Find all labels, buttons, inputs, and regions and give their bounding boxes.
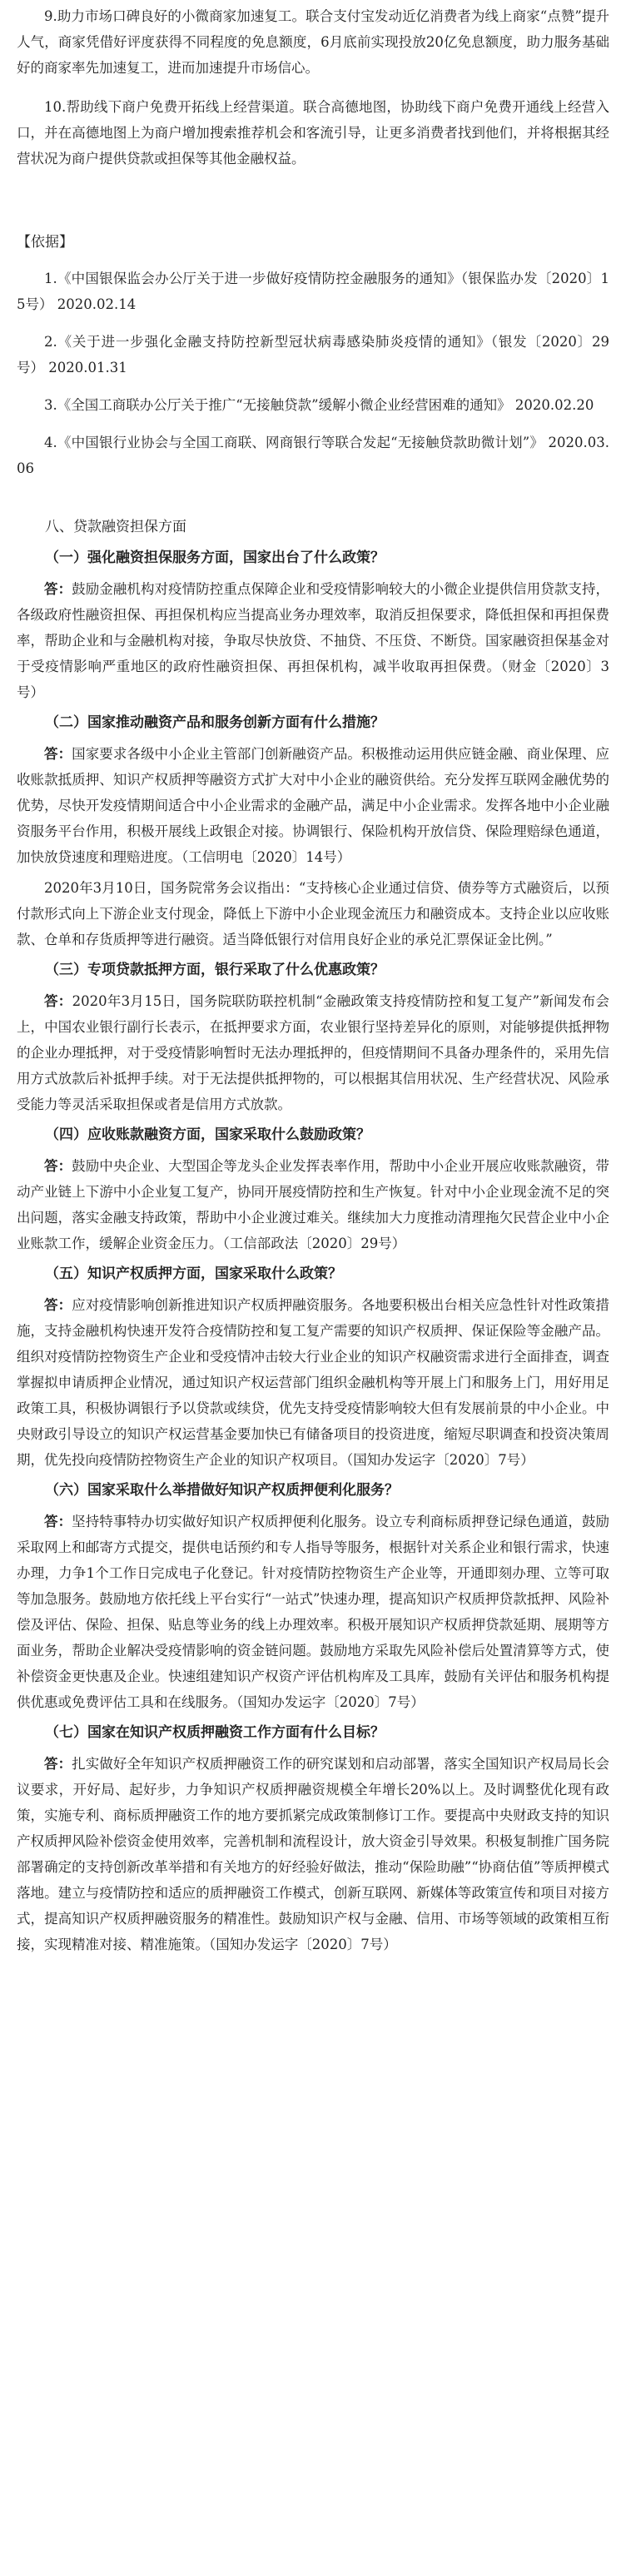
intro-item-10: 10.帮助线下商户免费开拓线上经营渠道。联合高德地图，协助线下商户免费开通线上经营入口，并在高德地图上为商户增加搜索推荐机会和客流引导，让更多消费者找到他们，并将根据其经营状况为商户提供贷款或担保等其他金融权益。 — [17, 99, 609, 167]
question-1: （一）强化融资担保服务方面，国家出台了什么政策？ — [45, 550, 385, 566]
spacer — [17, 185, 609, 230]
basis-item-4: 4.《中国银行业协会与全国工商联、网商银行等联合发起“无接触贷款助微计划”》 2020.03.06 — [17, 435, 609, 476]
answer-text: 鼓励中央企业、大型国企等龙头企业发挥表率作用，帮助中小企业开展应收账款融资，带动产业链上下游中小企业复工复产，协同开展疫情防控和生产恢复。针对中小企业现金流不足的突出问题，落实金融支持政策，帮助中小企业渡过难关。继续加大力度推动清理拖欠民营企业中小企业账款工作，缓解企业资金压力。（工信部政法〔2020〕29号） — [17, 1158, 609, 1251]
answer-text: 鼓励金融机构对疫情防控重点保障企业和受疫情影响较大的小微企业提供信用贷款支持，各级政府性融资担保、再担保机构应当提高业务办理效率，取消反担保要求，降低担保和再担保费率，帮助企业和与金融机构对接，争取尽快放贷、不抽贷、不压贷、不断贷。国家融资担保基金对于受疫情影响严重地区的政府性融资担保、再担保机构，减半收取再担保费。（财金〔2020〕3号） — [17, 581, 609, 700]
question-7: （七）国家在知识产权质押融资工作方面有什么目标？ — [45, 1724, 385, 1741]
question-5: （五）知识产权质押方面，国家采取什么政策？ — [45, 1266, 342, 1282]
answer-text: 坚持特事特办切实做好知识产权质押便利化服务。设立专利商标质押登记绿色通道，鼓励采取网上和邮寄方式提交，提供电话预约和专人指导等服务，根据针对关系企业和银行需求，快速办理，力争1个工作日完成电子化登记。针对疫情防控物资生产企业等，开通即刻办理、立等可取等加急服务。鼓励地方依托线上平台实行“一站式”快速办理，提高知识产权质押贷款抵押、风险补偿及评估、保险、担保、贴息等业务的线上办理效率。积极开展知识产权质押贷款延期、展期等方面业务，帮助企业解决受疫情影响的资金链问题。鼓励地方采取先风险补偿后处置清算等方式，使补偿资金更快惠及企业。快速组建知识产权资产评估机构库及工具库，鼓励有关评估和服务机构提供优惠或免费评估工具和在线服务。（国知办发运字〔2020〕7号） — [17, 1514, 609, 1710]
answer-2-paragraph-2: 2020年3月10日，国务院常务会议指出：“支持核心企业通过信贷、债券等方式融资后，以预付款形式向上下游企业支付现金，降低上下游中小企业现金流压力和融资成本。支持企业以应收账款、仓单和存货质押等进行融资。适当降低银行对信用良好企业的承兑汇票保证金比例。” — [17, 880, 609, 947]
answer-text: 应对疫情影响创新推进知识产权质押融资服务。各地要积极出台相关应急性针对性政策措施，支持金融机构快速开发符合疫情防控和复工复产需要的知识产权质押、保证保险等金融产品。组织对疫情防控物资生产企业和受疫情冲击较大行业企业的知识产权融资需求进行全面排查，调查掌握拟申请质押企业情况，通过知识产权运营部门组织金融机构等开展上门和服务上门，用好用足政策工具，积极协调银行予以贷款或续贷，优先支持受疫情影响较大但有发展前景的中小企业。中央财政引导设立的知识产权运营基金要加快已有储备项目的投资进度，缩短尽职调查和投资决策周期，优先投向疫情防控物资生产企业的知识产权项目。（国知办发运字〔2020〕7号） — [17, 1297, 609, 1468]
answer-label: 答： — [44, 993, 72, 1009]
basis-heading: 【依据】 — [17, 234, 73, 251]
answer-label: 答： — [44, 1297, 72, 1313]
answer-4 — [17, 1153, 609, 1256]
answer-label: 答： — [44, 1158, 72, 1174]
answer-2 — [17, 741, 609, 870]
question-2: （二）国家推动融资产品和服务创新方面有什么措施？ — [45, 714, 385, 731]
answer-label: 答： — [44, 746, 72, 762]
answer-label: 答： — [44, 581, 72, 597]
answer-6 — [17, 1509, 609, 1715]
basis-item-3: 3.《全国工商联办公厅关于推广“无接触贷款”缓解小微企业经营困难的通知》 2020.02.20 — [44, 397, 594, 413]
answer-label: 答： — [44, 1756, 72, 1772]
intro-item-9: 9.助力市场口碑良好的小微商家加速复工。联合支付宝发动近亿消费者为线上商家“点赞”提升人气，商家凭借好评度获得不同程度的免息额度，6月底前实现投放20亿免息额度，助力服务基础好的商家率先加速复工，进而加速提升市场信心。 — [17, 8, 609, 76]
answer-text: 2020年3月15日，国务院联防联控机制“金融政策支持疫情防控和复工复产”新闻发布会上，中国农业银行副行长表示，在抵押要求方面，农业银行坚持差异化的原则，对能够提供抵押物的企业办理抵押，对于受疫情影响暂时无法办理抵押的，但疫情期间不具备办理条件的，采用先信用方式放款后补抵押手续。对于无法提供抵押物的，可以根据其信用状况、生产经营状况、风险承受能力等灵活采取担保或者是信用方式放款。 — [17, 993, 610, 1112]
question-3: （三）专项贷款抵押方面，银行采取了什么优惠政策？ — [45, 962, 385, 978]
basis-item-2: 2.《关于进一步强化金融支持防控新型冠状病毒感染肺炎疫情的通知》（银发〔2020〕29号） 2020.01.31 — [17, 334, 609, 375]
answer-3 — [17, 988, 609, 1117]
answer-7 — [17, 1751, 609, 1957]
answer-text: 国家要求各级中小企业主管部门创新融资产品。积极推动运用供应链金融、商业保理、应收账款抵质押、知识产权质押等融资方式扩大对中小企业的融资供给。充分发挥互联网金融优势的优势，尽快开发疫情期间适合中小企业需求的金融产品，满足中小企业需求。发挥各地中小企业融资服务平台作用，积极开展线上政银企对接。协调银行、保险机构开放信贷、保险理赔绿色通道，加快放贷速度和理赔进度。（工信明电〔2020〕14号） — [17, 746, 609, 865]
question-6: （六）国家采取什么举措做好知识产权质押便利化服务？ — [45, 1482, 399, 1499]
question-4: （四）应收账款融资方面，国家采取什么鼓励政策？ — [45, 1126, 370, 1143]
section-title: 八、贷款融资担保方面 — [45, 519, 186, 535]
answer-5 — [17, 1292, 609, 1473]
basis-item-1: 1.《中国银保监会办公厅关于进一步做好疫情防控金融服务的通知》（银保监办发〔2020〕15号） 2020.02.14 — [17, 271, 609, 312]
answer-text: 扎实做好全年知识产权质押融资工作的研究谋划和启动部署，落实全国知识产权局局长会议要求，开好局、起好步，力争知识产权质押融资规模全年增长20%以上。及时调整优化现有政策，实施专利、商标质押融资工作的地方要抓紧完成政策制修订工作。要提高中央财政支持的知识产权质押风险补偿资金使用效率，完善机制和流程设计，放大资金引导效果。积极复制推广国务院部署确定的支持创新改革举措和有关地方的好经验好做法，推动“保险助融”“协商估值”等质押模式落地。建立与疫情防控和适应的质押融资工作模式，创新互联网、新媒体等政策宣传和项目对接方式，提高知识产权质押融资服务的精准性。鼓励知识产权与金融、信用、市场等领域的政策相互衔接，实现精准对接、精准施策。（国知办发运字〔2020〕7号） — [17, 1756, 609, 1952]
answer-1 — [17, 576, 609, 705]
answer-label: 答： — [44, 1514, 72, 1529]
